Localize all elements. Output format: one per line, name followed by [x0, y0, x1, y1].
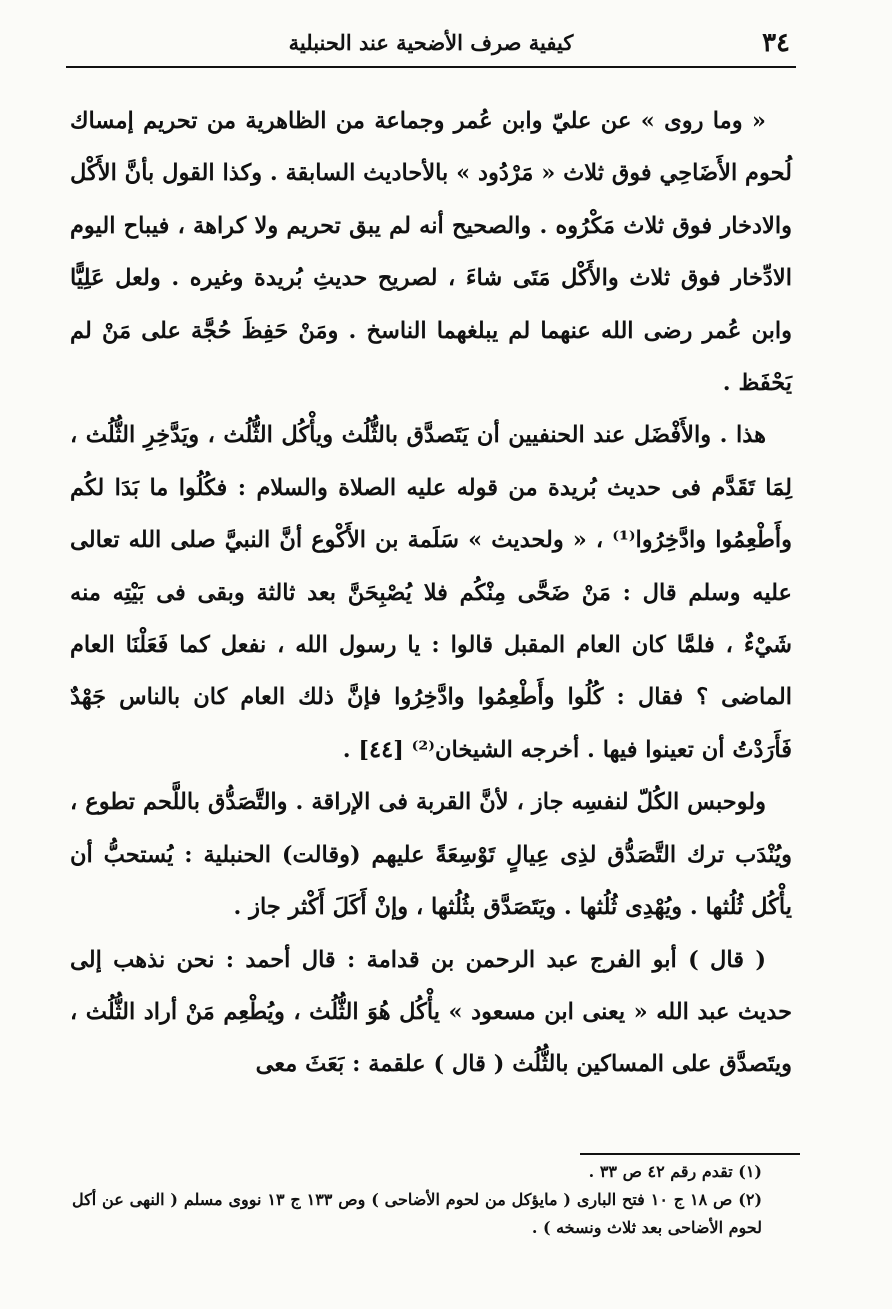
paragraph: ( قال ) أبو الفرج عبد الرحمن بن قدامة : قال أحمد : نحن نذهب إلى حديث عبد الله « يعنى ابن مسعود » يأْكُل هُوَ الثُّلُث ، ويُطْعِم مَنْ أراد الثُّلُث ، ويتَصدَّق على المساكين بالثُّلُث ( قال ) علقمة : بَعَثَ معى — [70, 946, 792, 1078]
footnote-divider — [580, 1153, 800, 1155]
paragraph: « وما روى » عن عليّ وابن عُمر وجماعة من الظاهرية من تحريم إمساك لُحوم الأَضَاحِي فوق ثلاث « مَرْدُود » بالأحاديث السابقة . وكذا القول بأنَّ الأَكْل والادخار فوق ثلاث مَكْرُوه . والصحيح أنه لم يبق تحريم ولا كراهة ، فيباح اليوم الادِّخار فوق ثلاث والأَكْل مَتَى شاءَ ، لصريح حديثِ بُريدة وغيره . ولعل عَلِيًّا وابن عُمر رضى الله عنهما لم يبلغهما الناسخ . ومَنْ حَفِظَ حُجَّة على مَنْ لم يَحْفَظ . — [70, 108, 792, 397]
paragraph: هذا . والأَفْضَل عند الحنفيين أن يَتَصدَّق بالثُّلُث ويأْكُل الثُّلُث ، ويَدَّخِرِ الثُّلُث ، لِمَا تَقَدَّم فى حديث بُريدة من قوله عليه الصلاة والسلام : فكُلُوا ما بَدَا لكُم وأَطْعِمُوا وادَّخِرُوا⁽¹⁾ ، « ولحديث » سَلَمة بن الأَكْوع أنَّ النبيَّ صلى الله تعالى عليه وسلم قال : مَنْ ضَحَّى مِنْكُم فلا يُصْبِحَنَّ بعد ثالثة وبقى فى بَيْتِه منه شَيْءٌ ، فلمَّا كان العام المقبل قالوا : يا رسول الله ، نفعل كما فَعَلْنَا العام الماضى ؟ فقال : كُلُوا وأَطْعِمُوا وادَّخِرُوا فإنَّ ذلك العام كان بالناس جَهْدٌ فَأَرَدْتُ أن تعينوا فيها . أخرجه الشيخان⁽²⁾ [٤٤] . — [70, 422, 792, 763]
running-header — [66, 22, 796, 68]
page-number: ٣٤ — [762, 28, 790, 58]
footnotes — [72, 1158, 792, 1242]
paragraph: ولوحبس الكُلّ لنفسِه جاز ، لأنَّ القربة فى الإراقة . والتَّصَدُّق باللَّحم تطوع ، ويُنْدَب ترك التَّصَدُّق لذِى عِيالٍ تَوْسِعَةً عليهم (وقالت) الحنبلية : يُستحبُّ أن يأْكُل ثُلُثها . ويُهْدِى ثُلُثها . ويَتَصَدَّق بثُلُثها ، وإنْ أَكَلَ أَكْثر جاز . — [70, 789, 792, 921]
main-text — [70, 95, 792, 1091]
footnote: (١) تقدم رقم ٤٢ ص ٣٣ . — [588, 1162, 762, 1181]
footnote: (٢) ص ١٨ ج ١٠ فتح البارى ( مايؤكل من لحوم الأضاحى ) وص ١٣٣ ج ١٣ نووى مسلم ( النهى عن أكل لحوم الأضاحى بعد ثلاث ونسخه ) . — [72, 1190, 763, 1237]
running-title: كيفية صرف الأضحية عند الحنبلية — [288, 30, 574, 55]
